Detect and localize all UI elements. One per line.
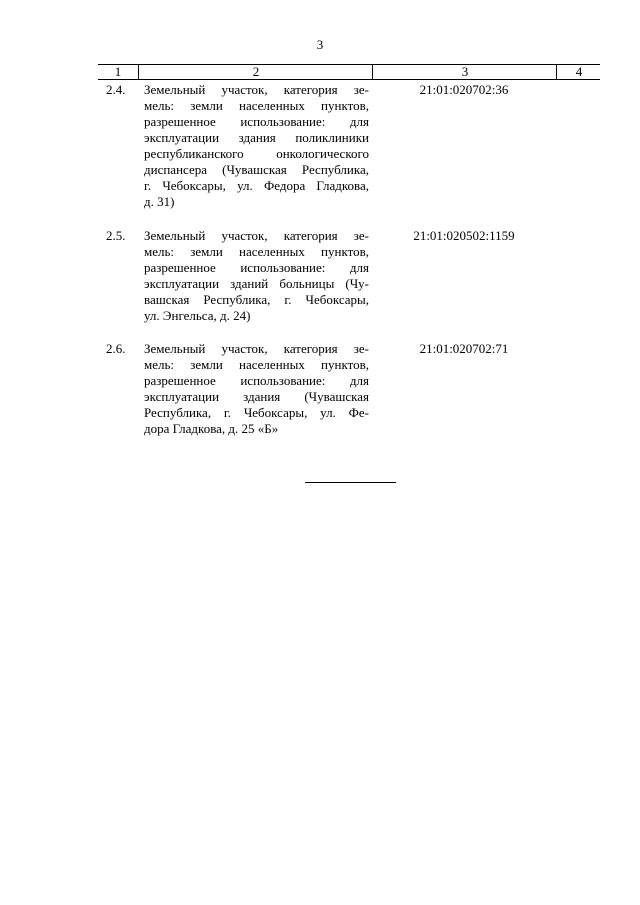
row-number: 2.6. — [106, 341, 126, 356]
description-line: Земельный участок, категория зе- — [144, 341, 369, 356]
description-line: эксплуатации здания поликлиники — [144, 130, 369, 145]
column-header-3: 3 — [372, 65, 557, 79]
description-line: ул. Энгельса, д. 24) — [144, 308, 251, 323]
row-number: 2.5. — [106, 228, 126, 243]
column-header-2: 2 — [138, 65, 373, 79]
description-line: мель: земли населенных пунктов, — [144, 357, 369, 372]
end-of-document-line — [305, 482, 396, 483]
description-line: Республика, г. Чебоксары, ул. Фе- — [144, 405, 369, 420]
row-number: 2.4. — [106, 82, 126, 97]
description-line: разрешенное использование: для — [144, 260, 369, 275]
column-header-1: 1 — [114, 64, 122, 79]
row-description — [144, 228, 369, 324]
description-line: диспансера (Чувашская Республика, — [144, 162, 369, 177]
cadastral-number: 21:01:020702:71 — [419, 341, 509, 356]
row-description — [144, 82, 369, 210]
description-line: Земельный участок, категория зе- — [144, 228, 369, 243]
description-line: разрешенное использование: для — [144, 373, 369, 388]
table-header-row — [98, 64, 600, 80]
description-line: дора Гладкова, д. 25 «Б» — [144, 421, 279, 436]
description-line: Земельный участок, категория зе- — [144, 82, 369, 97]
column-header-4: 4 — [556, 65, 601, 79]
description-line: д. 31) — [144, 194, 175, 209]
description-line: республиканского онкологического — [144, 146, 369, 161]
description-line: мель: земли населенных пунктов, — [144, 244, 369, 259]
description-line: мель: земли населенных пунктов, — [144, 98, 369, 113]
description-line: эксплуатации здания (Чувашская — [144, 389, 369, 404]
row-description — [144, 341, 369, 437]
description-line: вашская Республика, г. Чебоксары, — [144, 292, 369, 307]
cadastral-number: 21:01:020702:36 — [419, 82, 509, 97]
description-line: эксплуатации зданий больницы (Чу- — [144, 276, 369, 291]
description-line: разрешенное использование: для — [144, 114, 369, 129]
cadastral-number: 21:01:020502:1159 — [413, 228, 515, 243]
page-number: 3 — [316, 37, 324, 52]
description-line: г. Чебоксары, ул. Федора Гладкова, — [144, 178, 369, 193]
